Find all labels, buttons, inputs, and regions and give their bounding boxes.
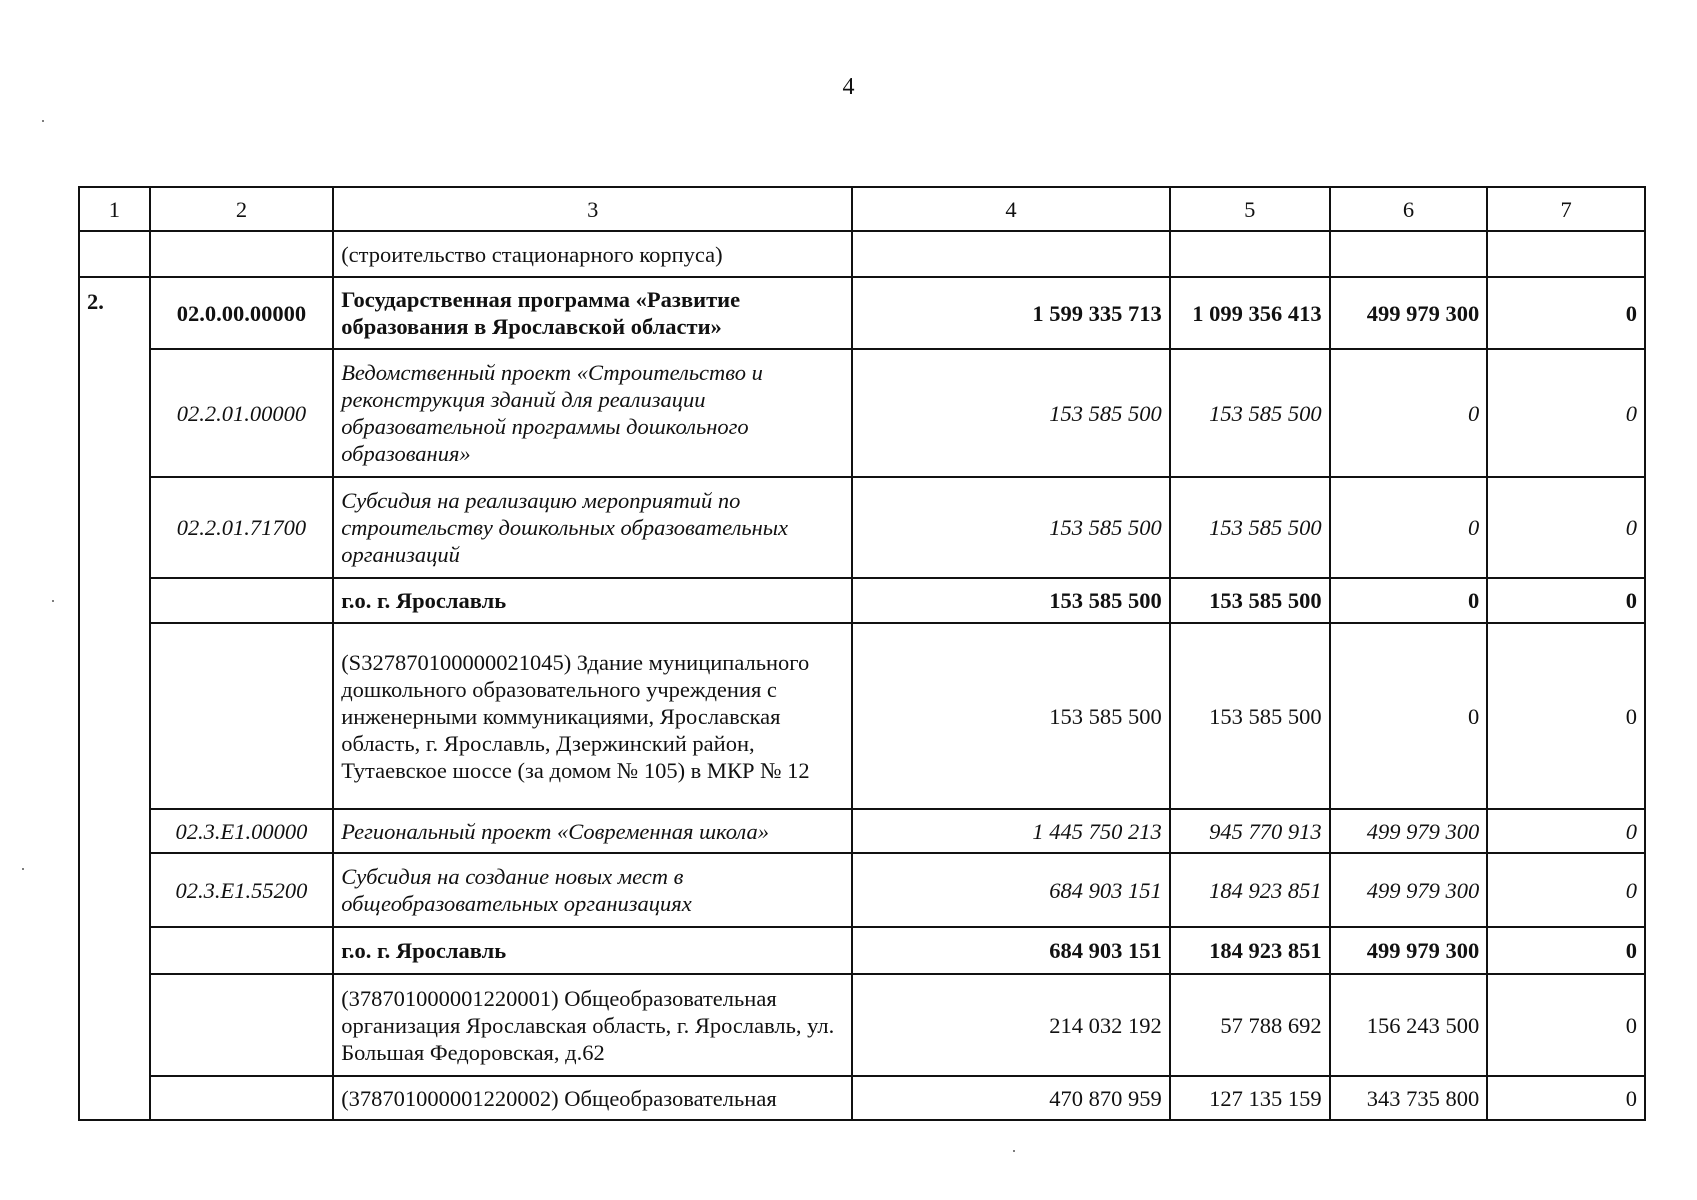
row-name: Субсидия на создание новых мест в общеобразовательных организациях	[333, 853, 852, 927]
header-col-5: 5	[1170, 187, 1330, 231]
table-row	[79, 277, 1645, 349]
row-value-4: 153 585 500	[852, 349, 1169, 477]
row-value-6: 343 735 800	[1330, 1076, 1488, 1120]
row-value-7: 0	[1487, 809, 1645, 853]
row-name: г.о. г. Ярославль	[333, 578, 852, 623]
row-value-6: 499 979 300	[1330, 277, 1488, 349]
row-name: Региональный проект «Современная школа»	[333, 809, 852, 853]
row-value-6: 499 979 300	[1330, 927, 1488, 974]
row-value-4: 1 599 335 713	[852, 277, 1169, 349]
row-name: (S327870100000021045) Здание муниципального дошкольного образовательного учреждения с инженерными коммуникациями, Ярославская область, г. Ярославль, Дзержинский район, Тутаевское шоссе (за домом № 105) в МКР № 12	[333, 623, 852, 809]
row-value-5: 153 585 500	[1170, 477, 1330, 578]
header-col-7: 7	[1487, 187, 1645, 231]
row-value-4: 214 032 192	[852, 974, 1169, 1076]
scan-speck	[22, 868, 24, 870]
row-value-7: 0	[1487, 623, 1645, 809]
row-value-5: 1 099 356 413	[1170, 277, 1330, 349]
row-code: 02.0.00.00000	[150, 277, 333, 349]
table-row	[79, 853, 1645, 927]
row-value-5: 127 135 159	[1170, 1076, 1330, 1120]
table-row	[79, 974, 1645, 1076]
scan-speck	[42, 120, 44, 122]
row-code	[150, 1076, 333, 1120]
group-index: 2.	[79, 277, 150, 1120]
row-name: г.о. г. Ярославль	[333, 927, 852, 974]
row-value-6: 156 243 500	[1330, 974, 1488, 1076]
row-value-5: 945 770 913	[1170, 809, 1330, 853]
row-value-5: 153 585 500	[1170, 349, 1330, 477]
row-value-7: 0	[1487, 927, 1645, 974]
header-col-1: 1	[79, 187, 150, 231]
table-row	[79, 809, 1645, 853]
table-row	[79, 578, 1645, 623]
header-col-2: 2	[150, 187, 333, 231]
row-value-6: 0	[1330, 477, 1488, 578]
row-code	[150, 623, 333, 809]
row-value-7: 0	[1487, 578, 1645, 623]
row-value-4: 153 585 500	[852, 623, 1169, 809]
table-row	[79, 927, 1645, 974]
header-row	[79, 187, 1645, 231]
row-code: 02.3.E1.00000	[150, 809, 333, 853]
row-value-5: 153 585 500	[1170, 578, 1330, 623]
continuation-cell-4	[852, 231, 1169, 277]
row-code: 02.2.01.00000	[150, 349, 333, 477]
row-code	[150, 974, 333, 1076]
continuation-row	[79, 231, 1645, 277]
budget-table	[78, 186, 1646, 1121]
row-value-4: 684 903 151	[852, 853, 1169, 927]
row-value-4: 153 585 500	[852, 578, 1169, 623]
table-row	[79, 477, 1645, 578]
row-name: (378701000001220002) Общеобразовательная	[333, 1076, 852, 1120]
row-name: Ведомственный проект «Строительство и реконструкция зданий для реализации образовательной программы дошкольного образования»	[333, 349, 852, 477]
scan-speck	[52, 600, 54, 602]
table-row	[79, 623, 1645, 809]
row-value-7: 0	[1487, 277, 1645, 349]
row-value-7: 0	[1487, 974, 1645, 1076]
row-value-7: 0	[1487, 1076, 1645, 1120]
continuation-code-cell	[150, 231, 333, 277]
row-name: (378701000001220001) Общеобразовательная организация Ярославская область, г. Ярославль, ул. Большая Федоровская, д.62	[333, 974, 852, 1076]
table-row	[79, 1076, 1645, 1120]
row-value-5: 184 923 851	[1170, 927, 1330, 974]
row-value-6: 499 979 300	[1330, 853, 1488, 927]
continuation-cell-7	[1487, 231, 1645, 277]
row-value-6: 0	[1330, 578, 1488, 623]
row-code: 02.3.E1.55200	[150, 853, 333, 927]
header-col-4: 4	[852, 187, 1169, 231]
row-value-6: 0	[1330, 349, 1488, 477]
row-value-4: 1 445 750 213	[852, 809, 1169, 853]
row-code: 02.2.01.71700	[150, 477, 333, 578]
row-name: Государственная программа «Развитие образования в Ярославской области»	[333, 277, 852, 349]
row-value-5: 57 788 692	[1170, 974, 1330, 1076]
row-value-7: 0	[1487, 477, 1645, 578]
continuation-index-cell	[79, 231, 150, 277]
row-value-7: 0	[1487, 349, 1645, 477]
row-value-5: 184 923 851	[1170, 853, 1330, 927]
row-value-7: 0	[1487, 853, 1645, 927]
row-value-4: 153 585 500	[852, 477, 1169, 578]
page-number: 4	[842, 74, 855, 100]
table-row	[79, 349, 1645, 477]
continuation-cell-6	[1330, 231, 1488, 277]
scan-speck	[1013, 1150, 1015, 1152]
continuation-cell-5	[1170, 231, 1330, 277]
row-value-5: 153 585 500	[1170, 623, 1330, 809]
continuation-name: (строительство стационарного корпуса)	[333, 231, 852, 277]
row-value-6: 499 979 300	[1330, 809, 1488, 853]
row-code	[150, 578, 333, 623]
row-value-4: 470 870 959	[852, 1076, 1169, 1120]
row-value-6: 0	[1330, 623, 1488, 809]
row-code	[150, 927, 333, 974]
row-value-4: 684 903 151	[852, 927, 1169, 974]
header-col-6: 6	[1330, 187, 1488, 231]
header-col-3: 3	[333, 187, 852, 231]
row-name: Субсидия на реализацию мероприятий по строительству дошкольных образовательных организаций	[333, 477, 852, 578]
